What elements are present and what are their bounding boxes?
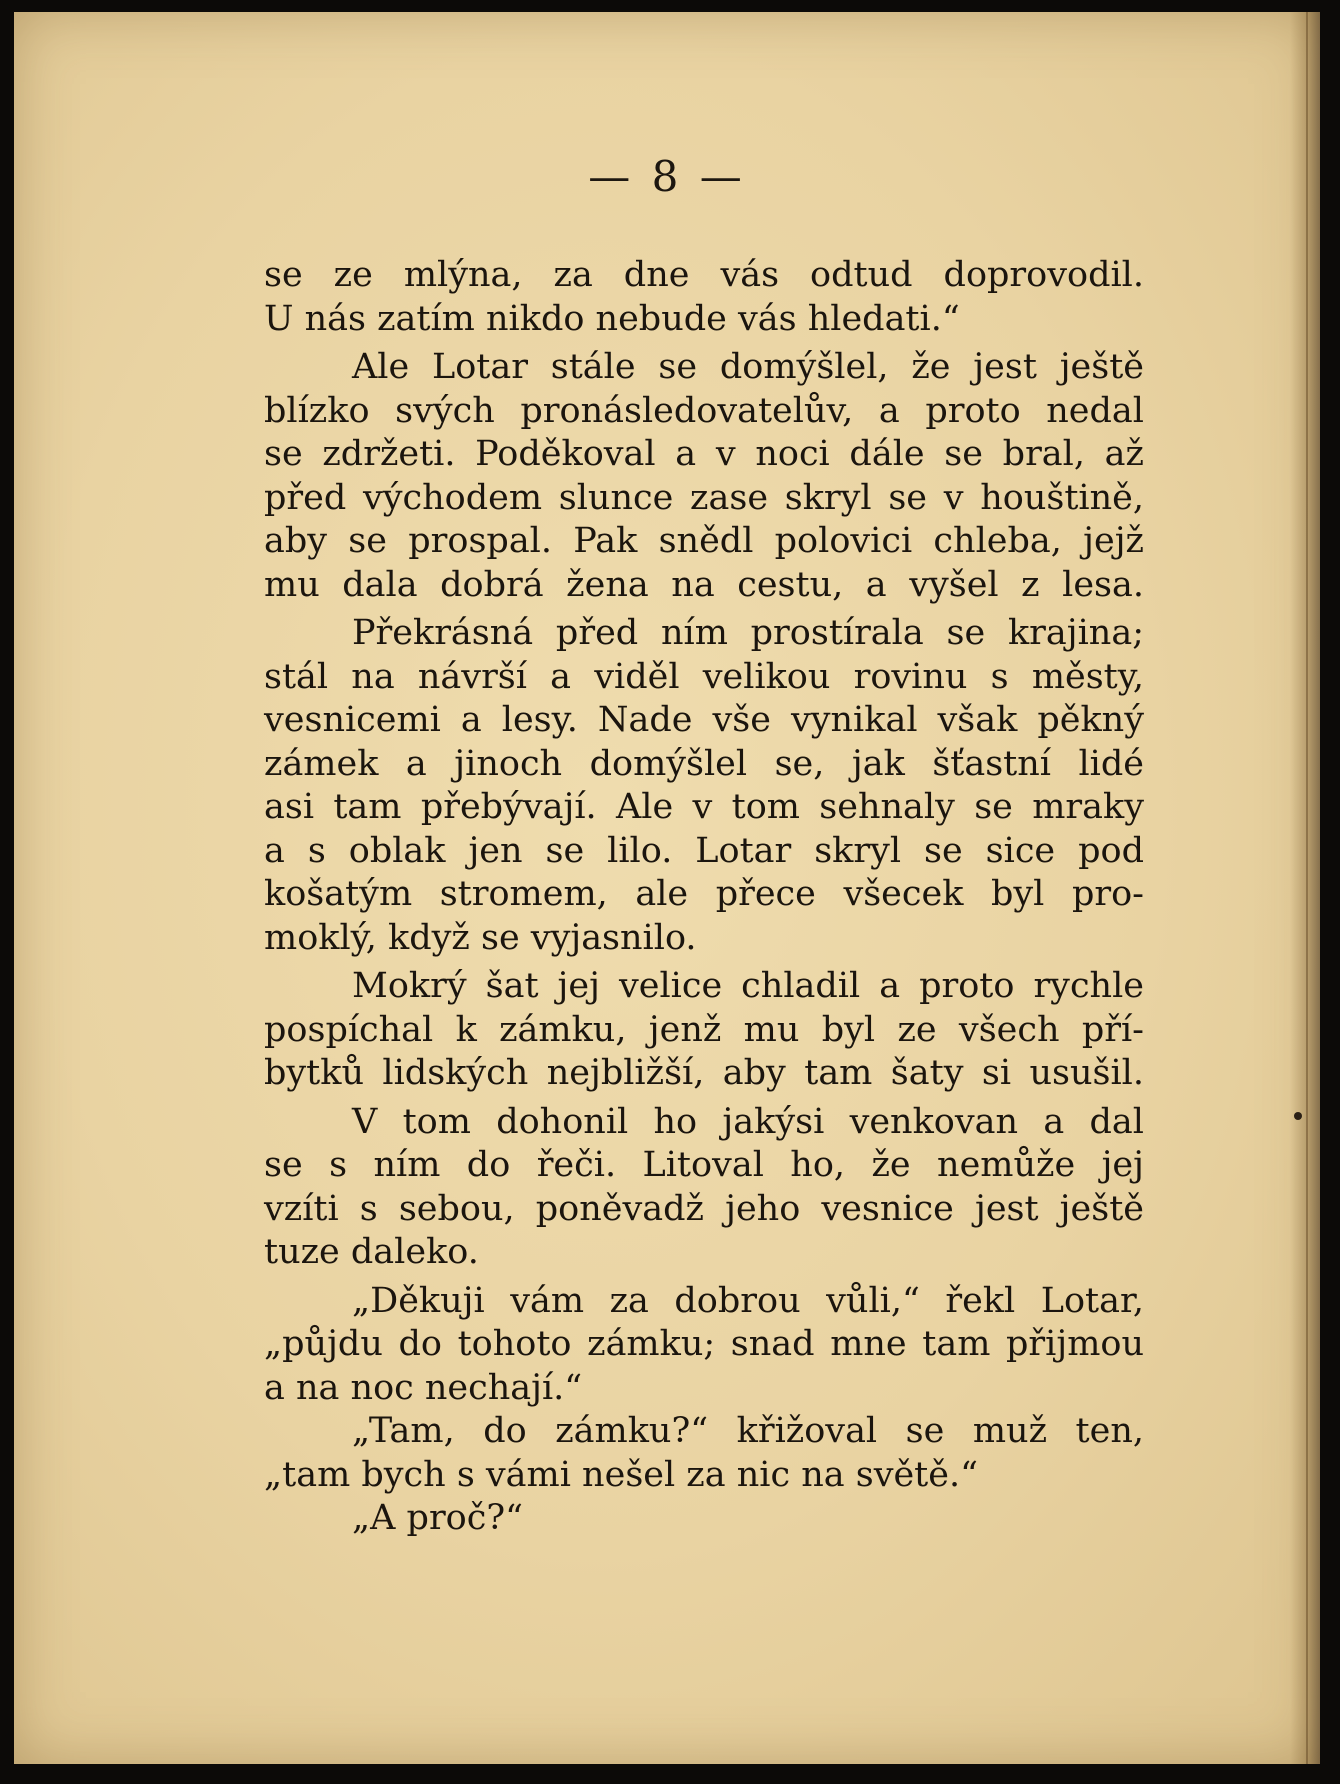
text-line: asi tam přebývají. Ale v tom sehnaly se mraky xyxy=(264,787,1144,827)
text-line: Ale Lotar stále se domýšlel, že jest ještě xyxy=(352,347,1144,387)
text-line: V tom dohonil ho jakýsi venkovan a dal xyxy=(352,1101,1144,1142)
text-line: „Tam, do zámku?“ křižoval se muž ten, xyxy=(352,1411,1144,1451)
text-line: moklý, když se vyjasnilo. xyxy=(264,917,697,958)
text-line: Mokrý šat jej velice chladil a proto rychle xyxy=(352,966,1144,1006)
text-line: „Děkuji vám za dobrou vůli,“ řekl Lotar, xyxy=(352,1280,1144,1321)
text-line: pospíchal k zámku, jenž mu byl ze všech pří- xyxy=(264,1009,1144,1050)
text-line: košatým stromem, ale přece všecek byl pro- xyxy=(264,874,1144,914)
text-line: se s ním do řeči. Litoval ho, že nemůže jej xyxy=(264,1145,1144,1185)
text-line: vzíti s sebou, poněvadž jeho vesnice jest ještě xyxy=(264,1188,1144,1229)
text-line: mu dala dobrá žena na cestu, a vyšel z lesa. xyxy=(264,564,1144,605)
text-line: vesnicemi a lesy. Nade vše vynikal však pěkný xyxy=(264,700,1144,740)
page-gutter-line xyxy=(1306,12,1308,1764)
text-line: stál na návrší a viděl velikou rovinu s městy, xyxy=(264,656,1144,697)
body-text xyxy=(264,254,1144,1541)
book-page xyxy=(14,12,1320,1764)
text-line: se ze mlýna, za dne vás odtud doprovodil. xyxy=(264,255,1144,295)
text-line: Překrásná před ním prostírala se krajina; xyxy=(352,613,1144,653)
text-line: „tam bych s vámi nešel za nic na světě.“ xyxy=(264,1454,978,1495)
text-line: a s oblak jen se lilo. Lotar skryl se sice pod xyxy=(264,830,1144,871)
text-line: aby se prospal. Pak snědl polovici chleba, jejž xyxy=(264,521,1144,561)
text-line: U nás zatím nikdo nebude vás hledati.“ xyxy=(264,298,960,339)
text-line: a na noc nechají.“ xyxy=(264,1367,583,1408)
text-line: zámek a jinoch domýšlel se, jak šťastní lidé xyxy=(264,743,1144,784)
page-gutter-shadow xyxy=(1290,12,1320,1764)
text-line: blízko svých pronásledovatelův, a proto nedal xyxy=(264,390,1144,431)
text-line: se zdržeti. Poděkoval a v noci dále se bral, až xyxy=(264,434,1144,474)
text-line: tuze daleko. xyxy=(264,1232,479,1272)
text-line: „půjdu do tohoto zámku; snad mne tam přijmou xyxy=(264,1324,1144,1364)
text-line: před východem slunce zase skryl se v houštině, xyxy=(264,477,1144,518)
ink-fleck xyxy=(1294,1112,1302,1120)
text-line: „A proč?“ xyxy=(352,1498,524,1538)
page-number: — 8 — xyxy=(588,152,746,201)
text-line: bytků lidských nejbližší, aby tam šaty si usušil. xyxy=(264,1053,1144,1093)
